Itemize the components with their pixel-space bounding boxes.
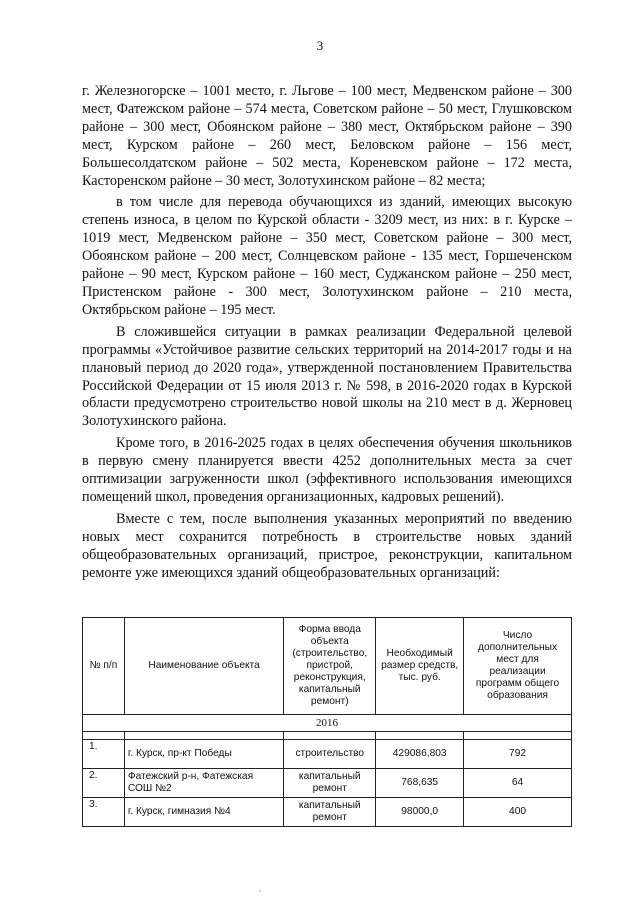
row-number: 3. [83, 798, 125, 827]
row-number: 2. [83, 769, 125, 798]
header-object-name: Наименование объекта [124, 618, 283, 715]
objects-table [82, 617, 572, 827]
header-number: № п/п [83, 618, 125, 715]
table-row [83, 740, 572, 769]
paragraph: Вместе с тем, после выполнения указанных мероприятий по введению новых мест сохранится потребность в строительстве новых зданий общеобразовательных организаций, пристрое, реконструкции, капитальном ремонте уже имеющихся зданий общеобразовательных организаций: [82, 510, 572, 581]
paragraph: В сложившейся ситуации в рамках реализации Федеральной целевой программы «Устойчивое развитие сельских территорий на 2014-2017 годы и на плановый период до 2020 года», утвержденной постановлением Правительства Российской Федерации от 15 июля 2013 г. № 598, в 2016-2020 годах в Курской области предусмотрено строительство новой школы на 210 мест в д. Жерновец Золотухинского района. [82, 323, 572, 430]
year-row [83, 715, 572, 732]
row-number: 1. [83, 740, 125, 769]
table-row [83, 769, 572, 798]
page-number: 3 [316, 38, 324, 53]
body-text [82, 83, 572, 586]
scan-speck: , [259, 884, 261, 893]
row-cost: 768,635 [376, 769, 464, 798]
table-row [83, 798, 572, 827]
row-seats: 400 [464, 798, 572, 827]
row-form: капитальный ремонт [284, 798, 376, 827]
row-object-name: г. Курск, пр-кт Победы [124, 740, 283, 769]
spacer-row [83, 732, 572, 740]
header-seats: Число дополнительных мест для реализации программ общего образования [464, 618, 572, 715]
paragraph: Кроме того, в 2016-2025 годах в целях обеспечения обучения школьников в первую смену планируется ввести 4252 дополнительных места за счет оптимизации загруженности школ (эффективного использования имеющихся помещений школ, проведения организационных, кадровых решений). [82, 435, 572, 505]
row-object-name: г. Курск, гимназия №4 [124, 798, 283, 827]
paragraph-continued: г. Железногорске – 1001 место, г. Льгове – 100 мест, Медвенском районе – 300 мест, Фатежском районе – 574 места, Советском районе – 50 мест, Глушковском районе – 300 мест, Обоянском районе – 380 мест, Октябрьском районе – 390 мест, Курском районе – 260 мест, Беловском районе – 156 мест, Большесолдатском районе – 502 места, Кореневском районе – 172 места, Касторенском районе – 30 мест, Золотухинском районе – 82 места; [82, 83, 572, 189]
row-seats: 792 [464, 740, 572, 769]
row-form: капитальный ремонт [284, 769, 376, 798]
row-form: строительство [284, 740, 376, 769]
row-object-name: Фатежский р-н, Фатежская СОШ №2 [124, 769, 283, 798]
header-cost: Необходимый размер средств, тыс. руб. [376, 618, 464, 715]
header-form: Форма ввода объекта (строительство, пристрой, реконструкция, капитальный ремонт) [284, 618, 376, 715]
row-cost: 98000,0 [376, 798, 464, 827]
year-label: 2016 [83, 715, 572, 732]
paragraph: в том числе для перевода обучающихся из зданий, имеющих высокую степень износа, в целом по Курской области - 3209 мест, из них: в г. Курске – 1019 мест, Медвенском районе – 350 мест, Советском районе – 300 мест, Обоянском районе – 200 мест, Солнцевском районе - 135 мест, Горшеченском районе – 90 мест, Курском районе – 160 мест, Суджанском районе – 250 мест, Пристенском районе - 300 мест, Золотухинском районе – 210 места, Октябрьском районе – 195 мест. [82, 194, 572, 318]
row-cost: 429086,803 [376, 740, 464, 769]
row-seats: 64 [464, 769, 572, 798]
table-header-row [83, 618, 572, 715]
